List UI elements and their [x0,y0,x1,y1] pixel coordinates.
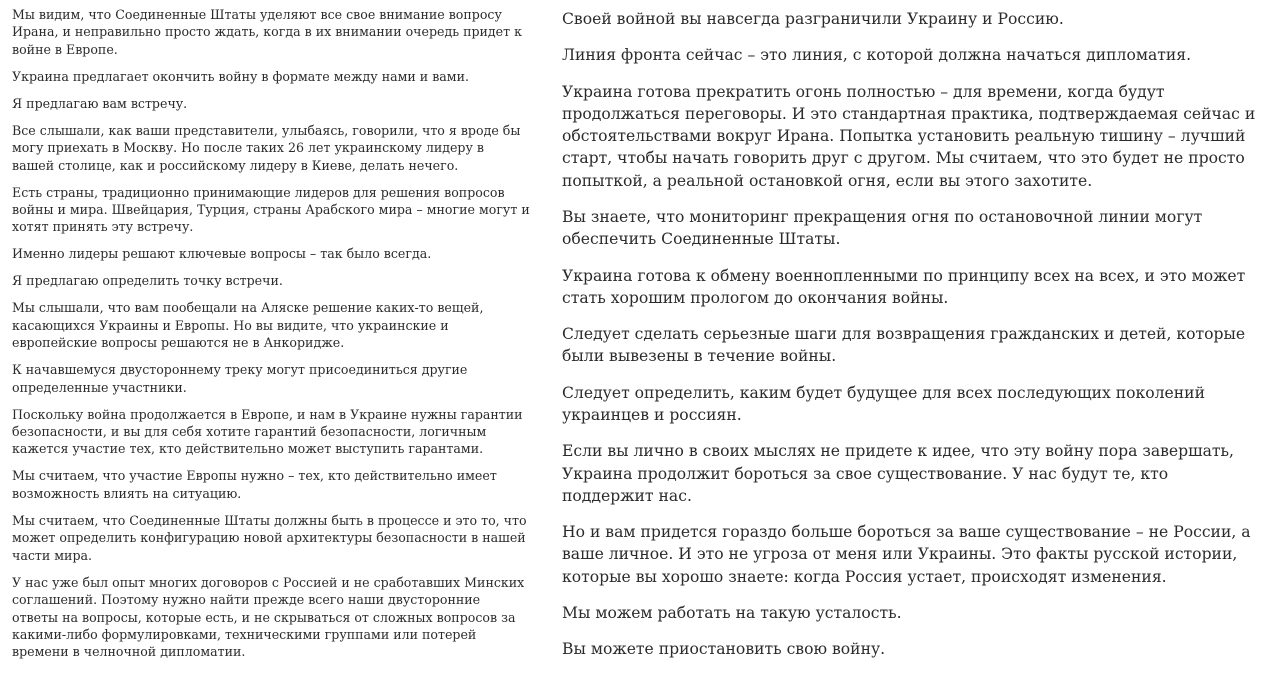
right-paragraph-1: Своей войной вы навсегда разграничили Украину и Россию. [562,10,1064,28]
right-paragraph-8: Если вы лично в своих мыслях не придете к идее, что эту войну пора завершать, Украина продолжит бороться за свое существование. У нас будут те, кто поддержит нас. [562,442,1235,505]
right-paragraph-7: Следует определить, каким будет будущее для всех последующих поколений украинцев и россиян. [562,383,1205,424]
left-paragraph-8: Мы слышали, что вам пообещали на Аляске решение каких-то вещей, касающихся Украины и Европы. Но вы видите, что украинские и европейские вопросы решаются не в Анкоридже. [12,300,484,351]
right-paragraph-11: Вы можете приостановить свою войну. [562,640,886,659]
right-paragraph-6: Следует сделать серьезные шаги для возвращения гражданских и детей, которые были вывезены в течение войны. [562,325,1246,366]
left-paragraph-1: Мы видим, что Соединенные Штаты уделяют все свое внимание вопросу Ирана, и неправильно просто ждать, когда в их внимании очередь придет к войне в Европе. [12,7,522,57]
left-paragraph-6: Именно лидеры решают ключевые вопросы – так было всегда. [12,246,432,262]
left-paragraph-4: Все слышали, как ваши представители, улыбаясь, говорили, что я вроде бы могу приехать в Москву. Но после таких 26 лет украинскому лидеру в вашей столице, как и российскому лидеру в Киеве, делать нечего. [12,122,521,173]
right-paragraph-4: Вы знаете, что мониторинг прекращения огня по остановочной линии могут обеспечить Соединенные Штаты. [562,207,1203,249]
left-paragraph-12: Мы считаем, что Соединенные Штаты должны быть в процессе и это то, что может определить конфигурацию новой архитектуры безопасности в нашей части мира. [12,512,527,563]
left-paragraph-2: Украина предлагает окончить войну в формате между нами и вами. [12,68,469,84]
left-text-column [0,0,540,670]
right-paragraph-10: Мы можем работать на такую усталость. [562,603,902,622]
left-paragraph-13: У нас уже был опыт многих договоров с Россией и не сработавших Минских соглашений. Поэтому нужно найти прежде всего наши двусторонние ответы на вопросы, которые есть, и не скрываться от сложных вопросов за какими-либо формулировками, техническими группами или потерей времени в челночной дипломатии. [12,574,525,660]
left-paragraph-10: Поскольку война продолжается в Европе, и нам в Украине нужны гарантии безопасности, и вы для себя хотите гарантий безопасности, логичным кажется участие тех, кто действительно может выступить гарантами. [12,406,523,457]
right-paragraph-5: Украина готова к обмену военнопленными по принципу всех на всех, и это может стать хорошим прологом до окончания войны. [562,266,1246,307]
left-paragraph-5: Есть страны, традиционно принимающие лидеров для решения вопросов войны и мира. Швейцария, Турция, страны Арабского мира – многие могут и хотят принять эту встречу. [12,184,530,235]
right-paragraph-2: Линия фронта сейчас – это линия, с которой должна начаться дипломатия. [562,46,1192,65]
left-paragraph-3: Я предлагаю вам встречу. [12,95,188,111]
right-paragraph-3: Украина готова прекратить огонь полностью – для времени, когда будут продолжаться переговоры. И это стандартная практика, подтверждаемая сейчас и обстоятельствами вокруг Ирана. Попытка установить реальную тишину – лучший старт, чтобы начать говорить друг с другом. Мы считаем, что это будет не просто попыткой, а реальной остановкой огня, если вы этого захотите. [562,82,1256,190]
left-paragraph-9: К начавшемуся двустороннему треку могут присоединиться другие определенные участники. [12,362,468,395]
left-paragraph-11: Мы считаем, что участие Европы нужно – тех, кто действительно имеет возможность влиять на ситуацию. [12,468,497,501]
left-paragraph-7: Я предлагаю определить точку встречи. [12,273,283,289]
right-text-column [540,0,1280,675]
right-paragraph-9: Но и вам придется гораздо больше бороться за ваше существование – не России, а ваше личное. И это не угроза от меня или Украины. Это факты русской истории, которые вы хорошо знаете: когда Россия устает, происходят изменения. [562,523,1251,586]
